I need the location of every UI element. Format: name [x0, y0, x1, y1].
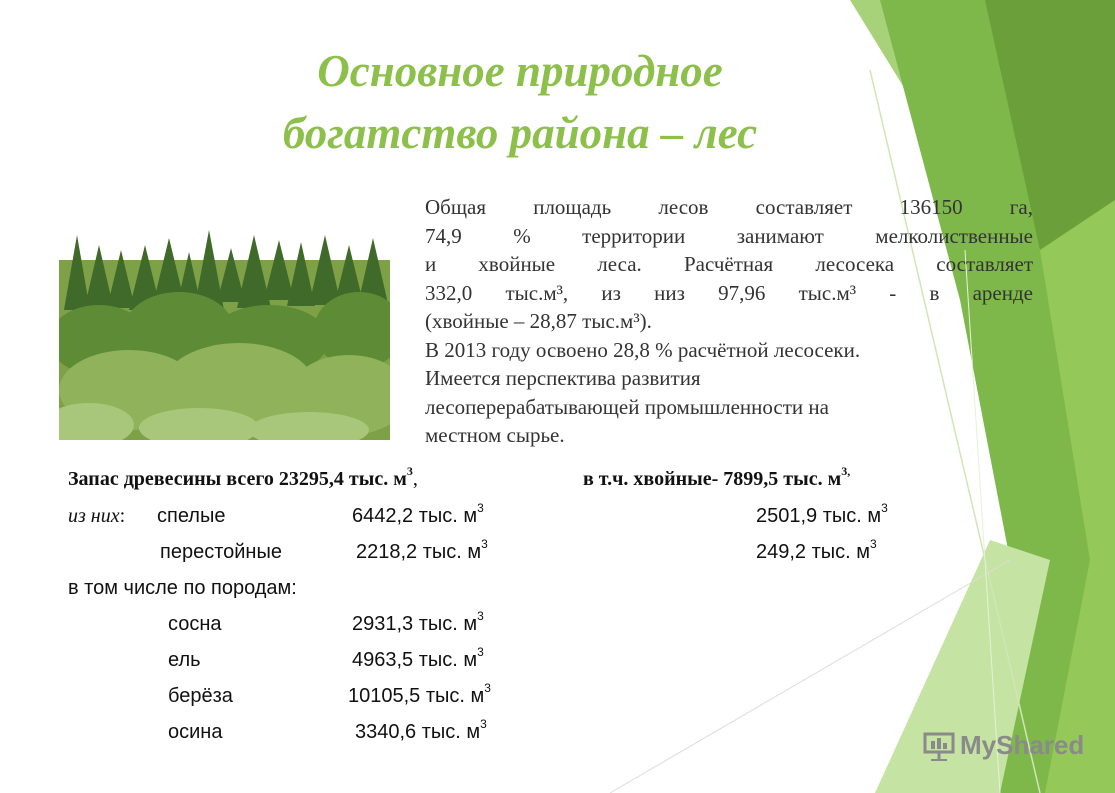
species-value-text: 2931,3 тыс. м	[352, 613, 478, 635]
overmature-coniferous-value	[756, 537, 877, 564]
species-value-text: 3340,6 тыс. м	[355, 721, 481, 743]
species-name: осина	[168, 721, 223, 743]
unit-sup: 3	[477, 501, 484, 515]
presentation-board-icon	[922, 731, 956, 761]
slide-title	[150, 40, 890, 164]
stock-coniferous-label: в т.ч. хвойные- 7899,5 тыс. м	[583, 468, 842, 490]
species-value	[352, 609, 484, 636]
species-name: сосна	[168, 613, 222, 635]
myshared-watermark	[922, 730, 1084, 761]
ripe-coniferous-value	[756, 501, 888, 528]
title-line-1: Основное природное	[317, 46, 723, 96]
overmature-label: перестойные	[160, 541, 282, 563]
stock-coniferous	[583, 464, 851, 491]
intro-line: 332,0 тыс.м³, из низ 97,96 тыс.м³ - в аренде	[425, 280, 1033, 305]
of-them-colon: :	[119, 505, 126, 527]
intro-line: местном сырье.	[425, 423, 565, 447]
ripe-value	[352, 501, 484, 528]
of-them-row	[68, 505, 125, 528]
stock-total-label: Запас древесины всего 23295,4 тыс. м	[68, 468, 407, 490]
intro-line: Имеется перспектива развития	[425, 366, 701, 390]
overmature-coniferous-text: 249,2 тыс. м	[756, 541, 871, 563]
unit-sup: 3,	[841, 464, 851, 478]
watermark-text: MyShared	[960, 730, 1085, 760]
unit-sup: 3	[406, 464, 413, 478]
unit-sup: 3	[477, 645, 484, 659]
species-name: ель	[168, 649, 201, 671]
unit-sup: 3	[881, 501, 888, 515]
intro-line: и хвойные леса. Расчётная лесосека составляет	[425, 252, 1033, 276]
species-name: берёза	[168, 685, 233, 707]
intro-line: 74,9 % территории занимают мелколиственные	[425, 223, 1033, 248]
species-value	[352, 645, 484, 672]
ripe-label: спелые	[157, 505, 226, 527]
unit-sup: 3	[481, 537, 488, 551]
species-value-text: 10105,5 тыс. м	[348, 685, 485, 707]
species-value	[355, 717, 487, 744]
unit-sup: 3	[870, 537, 877, 551]
unit-sup: 3	[484, 681, 491, 695]
ripe-coniferous-text: 2501,9 тыс. м	[756, 505, 882, 527]
intro-line: Общая площадь лесов составляет 136150 га,	[425, 195, 1033, 219]
ripe-value-text: 6442,2 тыс. м	[352, 505, 478, 527]
title-line-2: богатство района – лес	[282, 108, 758, 158]
intro-line: (хвойные – 28,87 тыс.м³).	[425, 309, 652, 333]
of-them-label: из них	[68, 505, 120, 527]
intro-line: В 2013 году освоено 28,8 % расчётной лесосеки.	[425, 337, 861, 362]
unit-sup: 3	[477, 609, 484, 623]
species-value-text: 4963,5 тыс. м	[352, 649, 478, 671]
forest-photo	[59, 190, 390, 440]
stock-total-comma: ,	[412, 468, 418, 490]
stock-total	[68, 464, 418, 491]
unit-sup: 3	[480, 717, 487, 731]
species-header: в том числе по породам:	[68, 577, 297, 599]
overmature-value-text: 2218,2 тыс. м	[356, 541, 482, 563]
intro-paragraph	[425, 193, 1033, 450]
intro-line: лесоперерабатывающей промышленности на	[425, 394, 829, 419]
species-value	[348, 681, 491, 708]
overmature-value	[356, 537, 488, 564]
